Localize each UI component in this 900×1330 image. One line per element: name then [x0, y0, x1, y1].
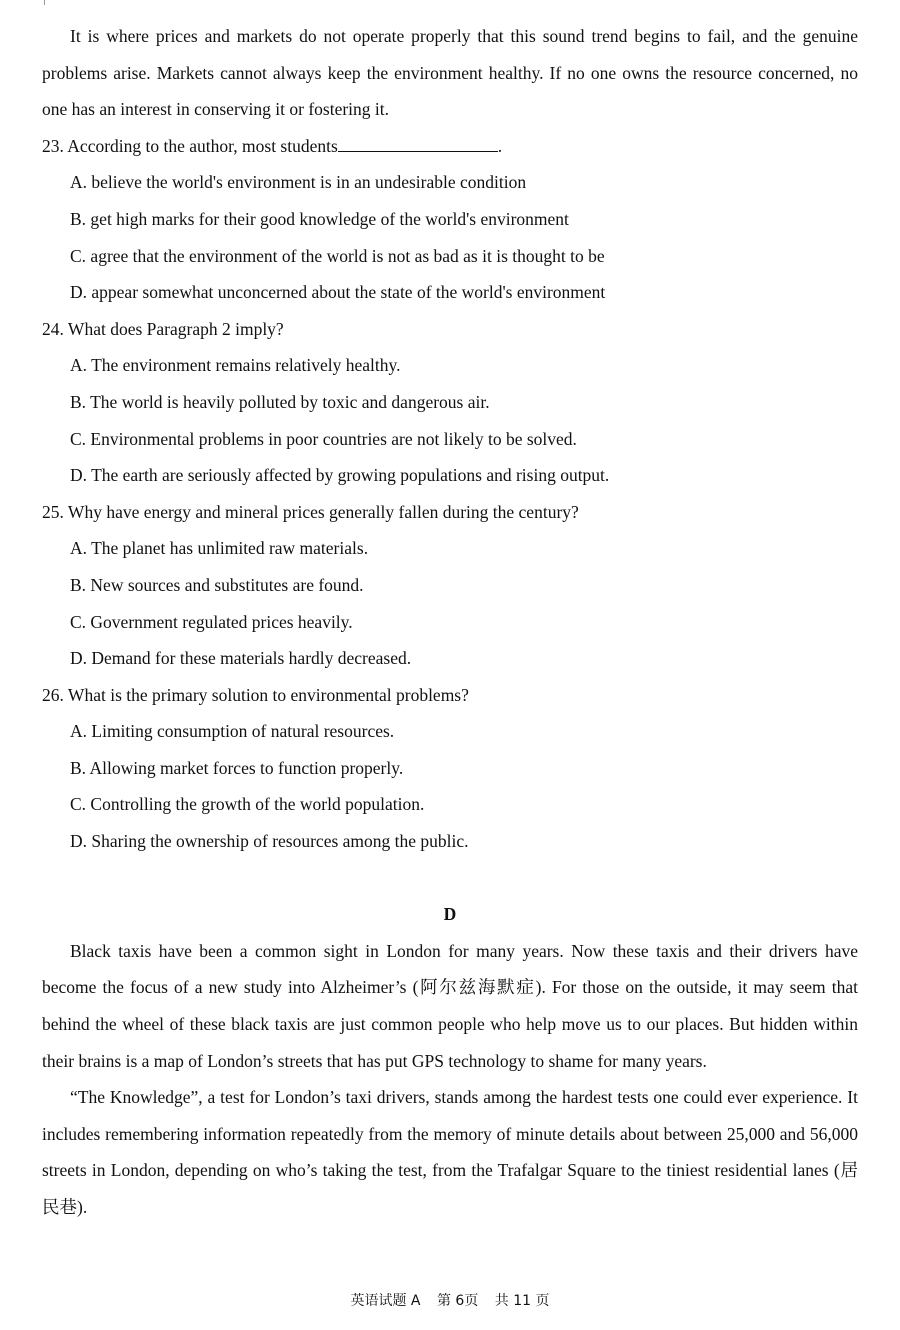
question-25-option-d: D. Demand for these materials hardly decreased.	[70, 648, 412, 669]
section-spacer	[42, 860, 858, 897]
page-corner-mark	[44, 0, 45, 5]
question-26-option-b: B. Allowing market forces to function properly.	[70, 757, 404, 778]
question-23-stem-text: 23. According to the author, most students	[42, 135, 338, 156]
question-24-stem: 24. What does Paragraph 2 imply?	[42, 318, 284, 339]
question-25-stem: 25. Why have energy and mineral prices generally fallen during the century?	[42, 501, 579, 522]
question-23-option-a: A. believe the world's environment is in an undesirable condition	[70, 172, 527, 193]
question-25-option-b: B. New sources and substitutes are found.	[70, 574, 364, 595]
section-d-paragraph-1: Black taxis have been a common sight in London for many years. Now these taxis and their drivers have become the focus of a new study into Alzheimer’s (阿尔兹海默症). For those on the outside, it may seem that behind the wheel of these black taxis are just common people who help move us to our places. But hidden within their brains is a map of London’s streets that has put GPS technology to shame for many years.	[42, 940, 858, 1071]
question-23-stem-end: .	[497, 135, 503, 156]
page-footer	[0, 1290, 900, 1310]
footer-total-pages: 共 11 页	[494, 1293, 550, 1309]
question-26-option-a: A. Limiting consumption of natural resources.	[70, 721, 395, 742]
question-24-option-c: C. Environmental problems in poor countries are not likely to be solved.	[70, 428, 577, 449]
footer-page-number: 第 6页	[436, 1293, 479, 1309]
question-26-option-c: C. Controlling the growth of the world population.	[70, 794, 425, 815]
answer-blank	[338, 131, 498, 152]
question-24-option-b: B. The world is heavily polluted by toxic and dangerous air.	[70, 391, 490, 412]
page-content	[42, 18, 858, 1226]
question-23-stem	[42, 128, 858, 165]
question-23-option-b: B. get high marks for their good knowledge of the world's environment	[70, 208, 569, 229]
footer-subject: 英语试题 A	[350, 1293, 421, 1309]
section-d-title: D	[443, 904, 457, 925]
passage-c-last-paragraph: It is where prices and markets do not operate properly that this sound trend begins to fail, and the genuine problems arise. Markets cannot always keep the environment healthy. If no one owns the resource concerned, no one has an interest in conserving it or fostering it.	[42, 26, 858, 120]
section-d-paragraph-2: “The Knowledge”, a test for London’s taxi drivers, stands among the hardest tests one could ever experience. It includes remembering information repeatedly from the memory of minute details about between 25,000 and 56,000 streets in London, depending on who’s taking the test, from the Trafalgar Square to the tiniest residential lanes (居民巷).	[42, 1087, 858, 1217]
question-23-option-d: D. appear somewhat unconcerned about the state of the world's environment	[70, 282, 606, 303]
question-24-option-a: A. The environment remains relatively healthy.	[70, 355, 401, 376]
question-25-option-c: C. Government regulated prices heavily.	[70, 611, 353, 632]
question-25-option-a: A. The planet has unlimited raw materials.	[70, 538, 369, 559]
question-26-option-d: D. Sharing the ownership of resources among the public.	[70, 831, 469, 852]
question-23-option-c: C. agree that the environment of the world is not as bad as it is thought to be	[70, 245, 605, 266]
question-24-option-d: D. The earth are seriously affected by growing populations and rising output.	[70, 465, 610, 486]
question-26-stem: 26. What is the primary solution to environmental problems?	[42, 684, 469, 705]
